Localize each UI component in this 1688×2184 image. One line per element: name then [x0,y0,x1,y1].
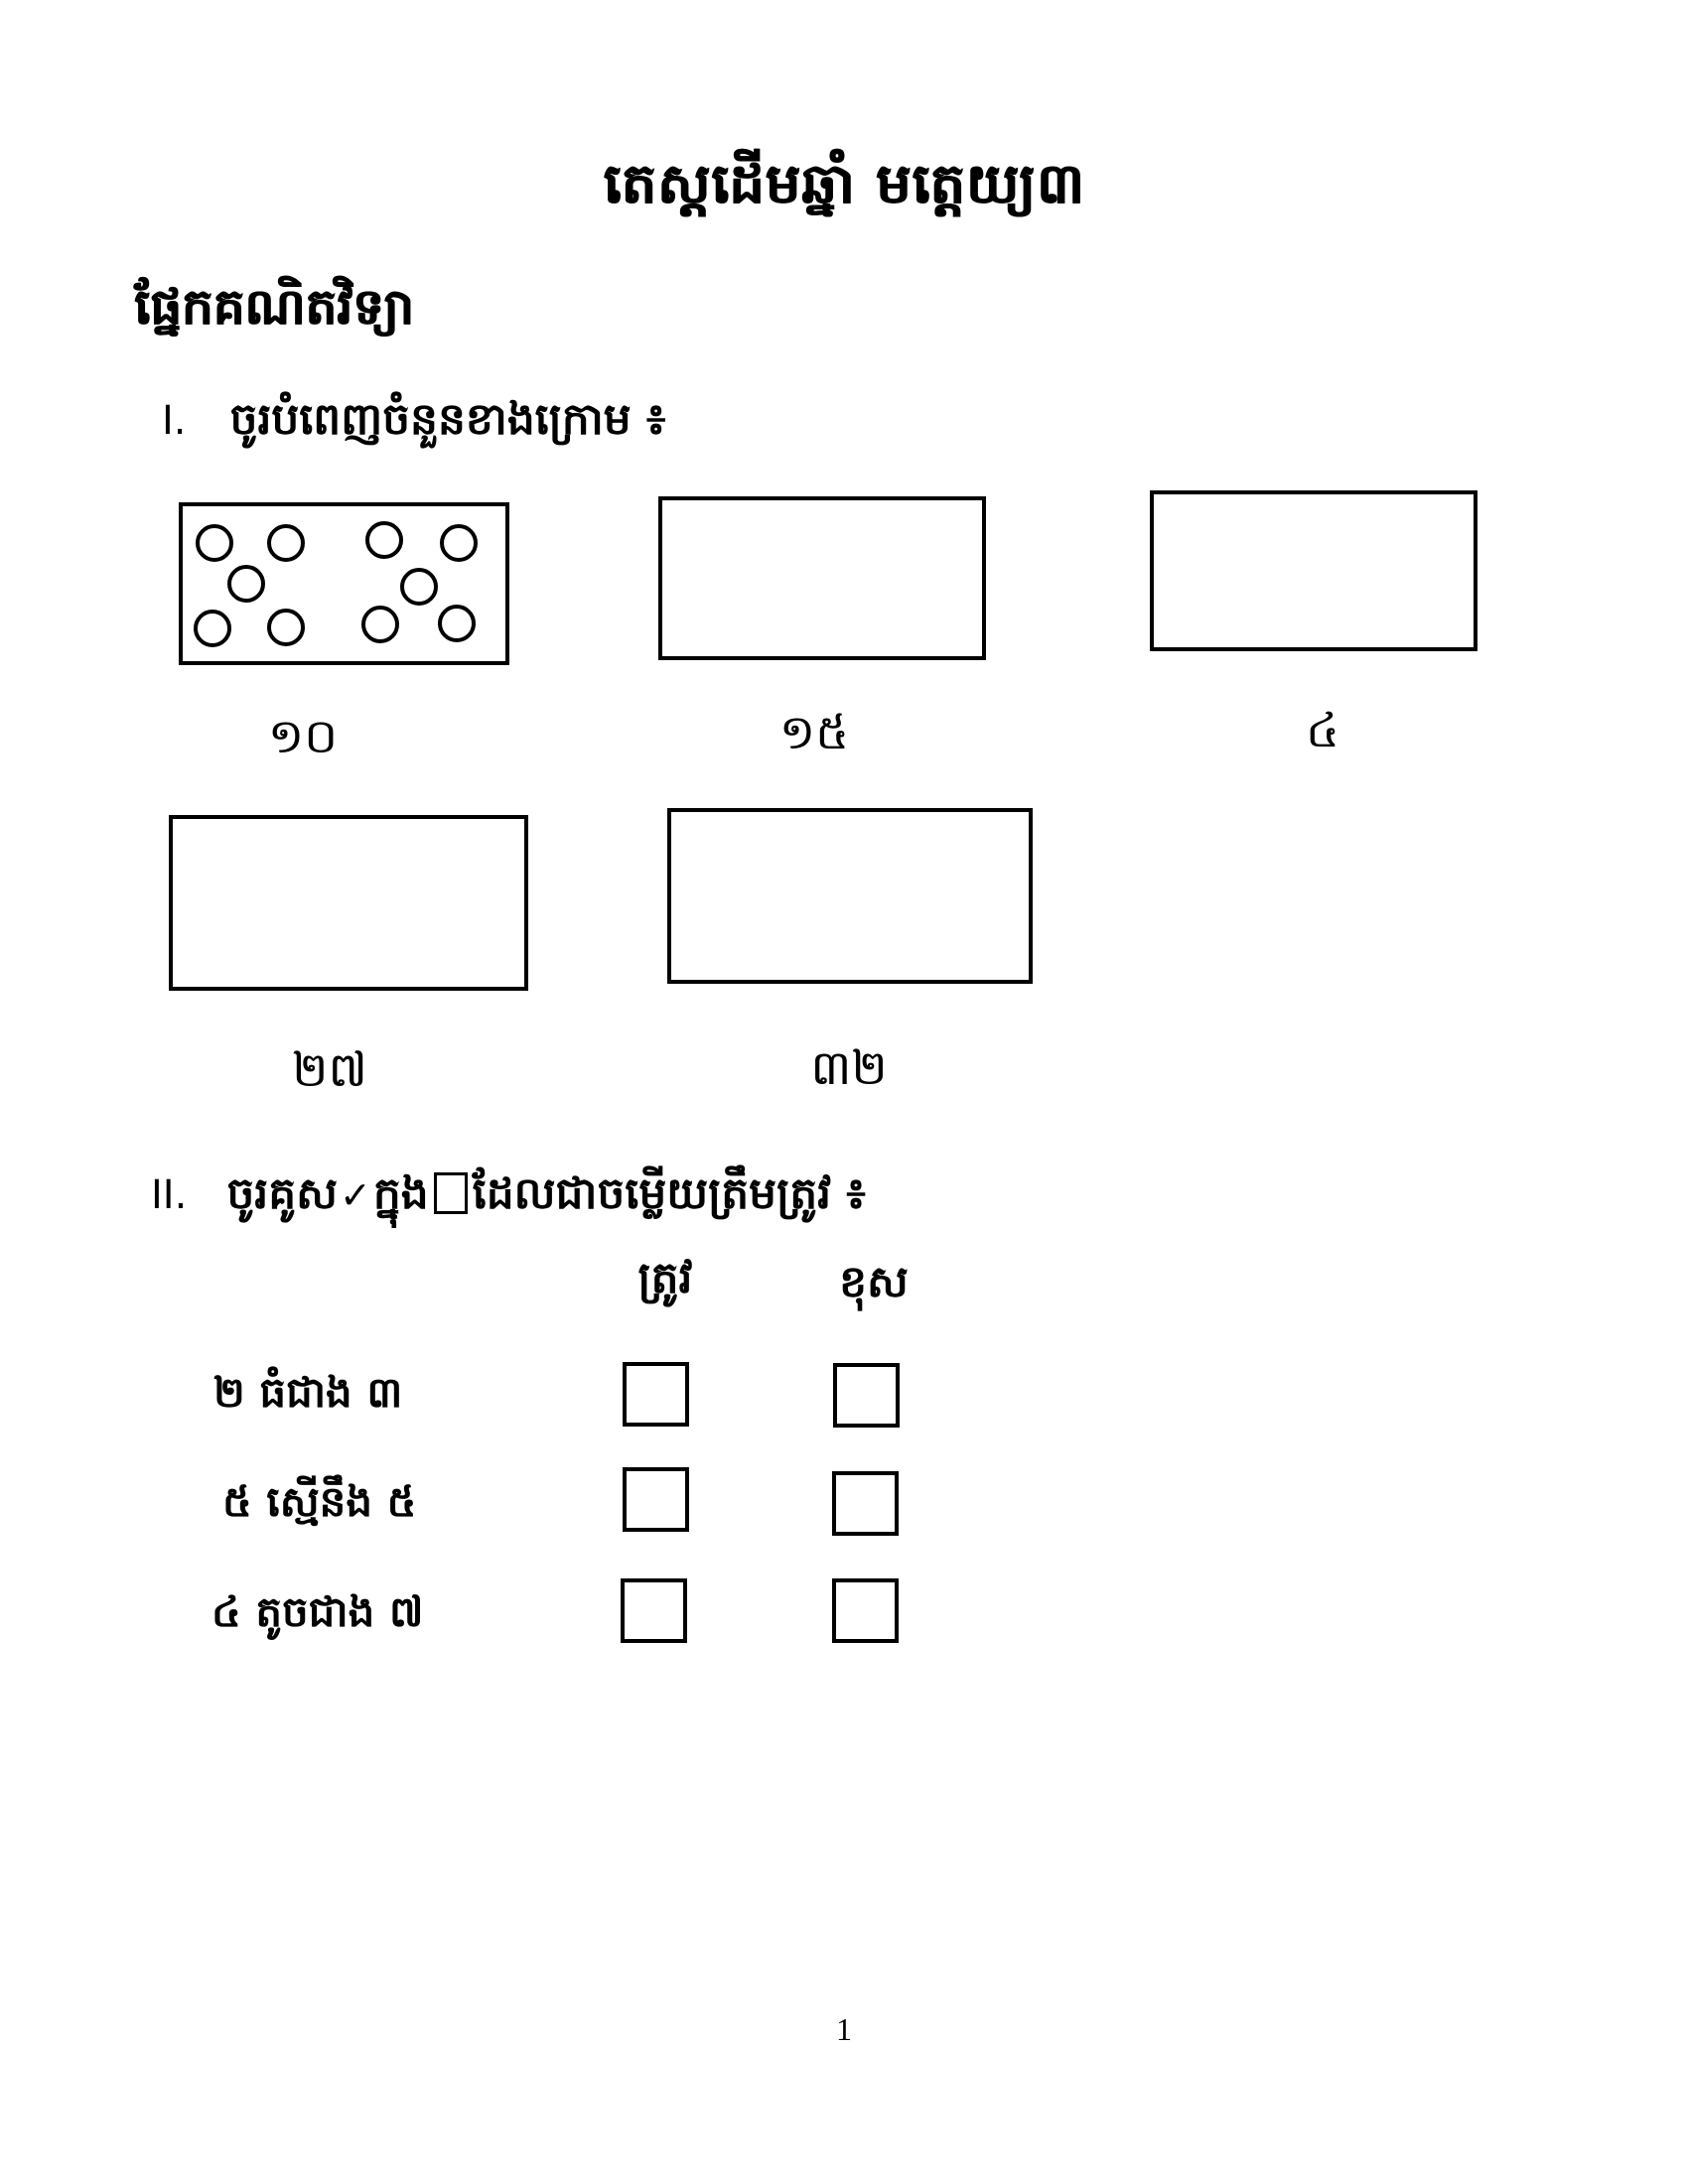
checkmark-icon: ✓ [340,1173,371,1217]
statement-2: ៥ ស្មើនឹង ៥ [222,1477,417,1526]
part1-instruction-line [162,389,665,451]
checkbox-wrong-3[interactable] [832,1578,899,1643]
answer-box-32[interactable] [667,808,1033,984]
answer-box-27[interactable] [169,815,528,991]
counting-dot [400,568,438,606]
page-number: 1 [836,2011,852,2047]
counting-dot [227,565,265,603]
counting-dot [267,609,305,646]
counting-dot [361,606,399,643]
counting-dot [438,605,476,642]
counting-dot [196,524,233,562]
statement-3: ៤ តូចជាង ៧ [211,1587,424,1636]
part2-instruction-pre: ចូរគូស [226,1168,339,1219]
checkbox-correct-3[interactable] [621,1578,687,1643]
checkbox-correct-1[interactable] [623,1362,689,1427]
counting-box-example [179,502,509,665]
part1-numeral: I. [162,398,187,444]
part1-instruction: ចូរបំពេញចំនួនខាងក្រោម ៖ [229,394,666,445]
checkbox-wrong-2[interactable] [832,1471,899,1536]
counting-dot [194,610,231,647]
checkbox-wrong-1[interactable] [833,1363,900,1428]
section-heading: ផ្នែកគណិតវិទ្យា [134,278,414,336]
number-label-4: ៤ [1306,703,1339,758]
square-outline-icon [434,1172,468,1214]
statement-1: ២ ធំជាង ៣ [213,1368,403,1417]
counting-dot [365,521,403,559]
part2-instruction-post: ដែលជាចម្លើយត្រឹមត្រូវ ៖ [472,1168,866,1219]
column-header-wrong: ខុស [839,1257,909,1307]
answer-box-4[interactable] [1150,490,1477,651]
number-label-27: ២៧ [292,1042,367,1098]
part2-numeral: II. [151,1172,188,1218]
counting-dot [440,524,478,562]
number-label-10: ១០ [267,709,339,764]
part2-instruction-mid: ក្នុង [372,1168,429,1219]
column-header-correct: ត្រូវ [637,1253,693,1303]
part2-instruction-line [151,1163,866,1225]
answer-box-15[interactable] [658,496,986,660]
number-label-32: ៣២ [810,1040,888,1096]
checkbox-correct-2[interactable] [623,1467,689,1532]
number-label-15: ១៥ [778,705,850,760]
page-title: តេស្តដើមឆ្នាំ មត្តេយ្យ៣ [603,152,1085,216]
counting-dot [267,524,305,562]
